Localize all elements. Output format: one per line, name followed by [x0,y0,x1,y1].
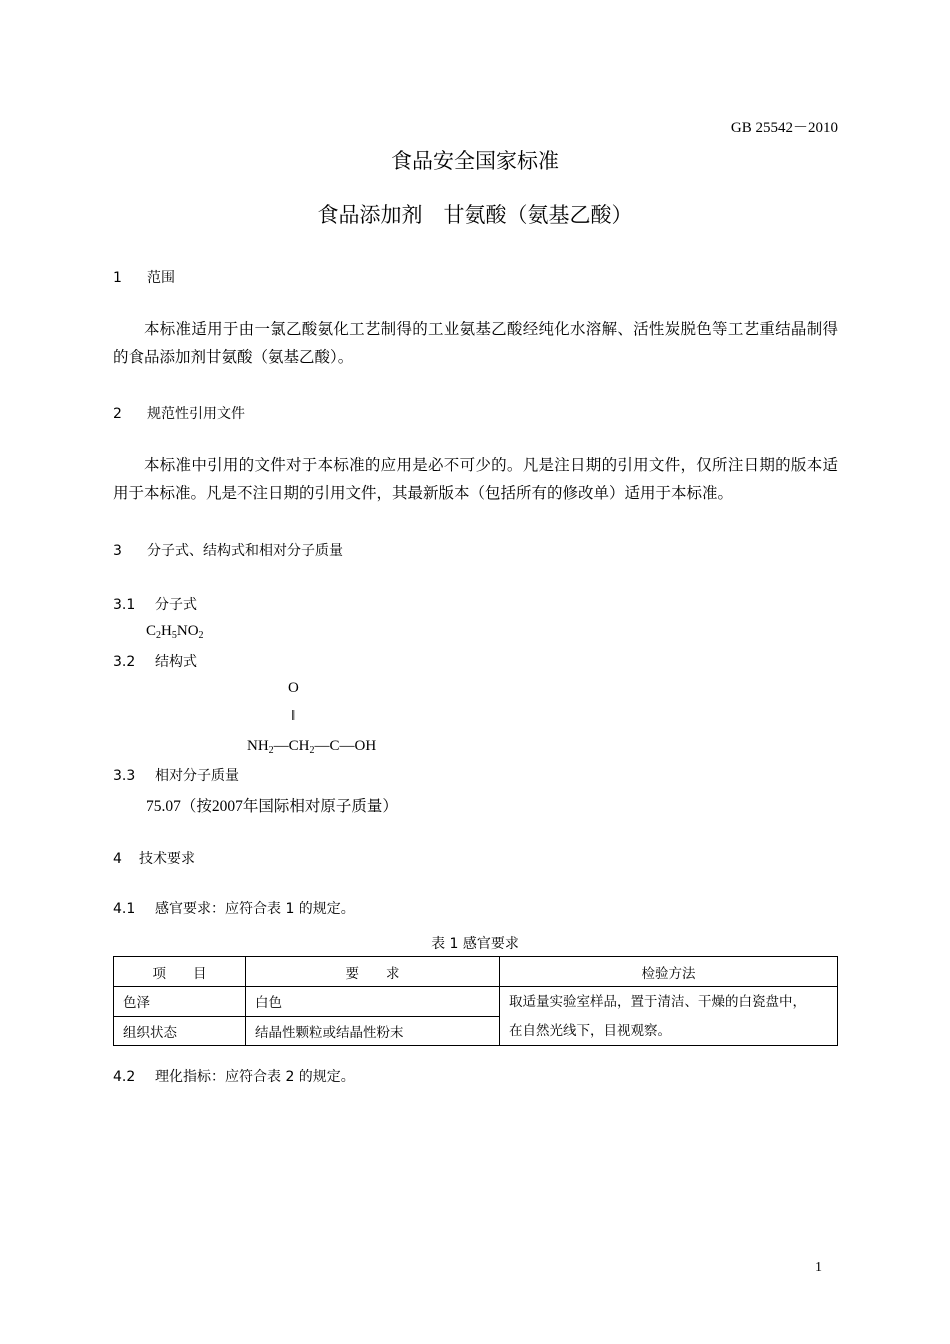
section-title: 感官要求：应符合表 1 的规定。 [155,901,355,917]
section-2-paragraph: 本标准中引用的文件对于本标准的应用是必不可少的。凡是注日期的引用文件，仅所注日期的版本适用于本标准。凡是不注日期的引用文件，其最新版本（包括所有的修改单）适用于本标准。 [113,457,838,502]
table-cell-method: 取适量实验室样品，置于清洁、干燥的白瓷盘中， 在自然光线下，目视观察。 [500,987,838,1046]
document-title: 食品安全国家标准 [391,149,559,173]
section-number: 3.3 [113,768,136,784]
section-3-3-heading [113,765,239,785]
table-header-cell: 项 目 [114,957,246,987]
section-4-heading [113,848,195,868]
section-1-paragraph: 本标准适用于由一氯乙酸氨化工艺制得的工业氨基乙酸经纯化水溶解、活性炭脱色等工艺重结晶制得的食品添加剂甘氨酸（氨基乙酸）。 [113,321,838,366]
section-3-heading [113,540,343,560]
molecular-mass-value: 75.07（按2007年国际相对原子质量） [146,798,398,815]
structure-chain: $NH_2—CH_2—C—OH$ [247,738,377,756]
section-number: 3 [113,543,122,559]
section-number: 4.1 [113,901,136,917]
molecular-formula: $C_2H_5NO_2$ [146,623,204,641]
document-subtitle: 食品添加剂 甘氨酸（氨基乙酸） [317,203,633,227]
section-title: 技术要求 [139,851,195,867]
table-1-caption: 表 1 感官要求 [431,936,519,952]
table-header-cell: 要 求 [246,957,500,987]
table-cell-requirement: 白色 [246,987,500,1017]
page-number: 1 [815,1260,822,1275]
table-row [114,987,838,1017]
section-number: 1 [113,270,122,286]
section-title: 分子式 [155,597,197,613]
section-3-2-heading [113,651,197,671]
section-number: 4 [113,851,122,867]
table-header-cell: 检验方法 [500,957,838,987]
table-cell-item: 组织状态 [114,1016,246,1046]
table-cell-requirement: 结晶性颗粒或结晶性粉末 [246,1016,500,1046]
section-number: 4.2 [113,1069,136,1085]
table-cell-item: 色泽 [114,987,246,1017]
table-header-row [114,957,838,987]
standard-number: GB 25542－2010 [730,120,838,136]
section-title: 结构式 [155,654,197,670]
section-title: 分子式、结构式和相对分子质量 [147,543,343,559]
section-number: 2 [113,406,122,422]
structure-double-bond: ‖ [291,708,296,724]
section-4-1-heading [113,898,355,918]
section-1-heading [113,267,175,287]
section-4-2-heading [113,1066,355,1086]
section-title: 理化指标：应符合表 2 的规定。 [155,1069,355,1085]
section-2-heading [113,403,245,423]
structure-oxygen-atom: O [288,680,299,696]
section-number: 3.2 [113,654,136,670]
section-title: 范围 [147,270,175,286]
table-1-sensory-requirements [113,956,838,1046]
section-title: 相对分子质量 [155,768,239,784]
section-3-1-heading [113,594,197,614]
section-title: 规范性引用文件 [147,406,245,422]
section-number: 3.1 [113,597,136,613]
